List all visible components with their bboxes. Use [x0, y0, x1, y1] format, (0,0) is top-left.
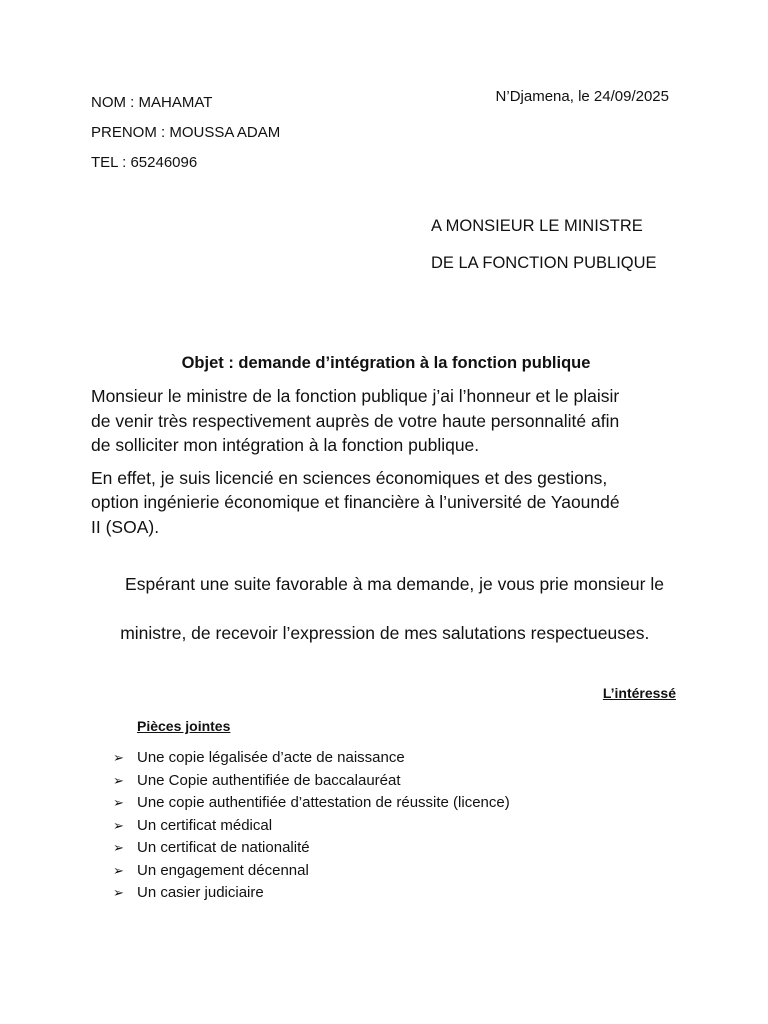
body-line: II (SOA). [91, 516, 160, 537]
attachment-label: Une copie authentifiée d’attestation de réussite (licence) [137, 794, 510, 811]
attachments-list [113, 747, 510, 905]
attachment-label: Un casier judiciaire [137, 884, 264, 901]
body-line: En effet, je suis licencié en sciences économiques et des gestions, [91, 467, 608, 488]
arrow-bullet-icon: ➢ [113, 817, 124, 833]
arrow-bullet-icon: ➢ [113, 772, 124, 788]
arrow-bullet-icon: ➢ [113, 862, 124, 878]
arrow-bullet-icon: ➢ [113, 795, 124, 810]
list-item [113, 792, 510, 815]
body-line: de solliciter mon intégration à la fonction publique. [91, 435, 480, 455]
body-line: Monsieur le ministre de la fonction publique j’ai l’honneur et le plaisir [91, 386, 620, 406]
place-date: N’Djamena, le 24/09/2025 [495, 88, 669, 105]
sender-firstname: PRENOM : MOUSSA ADAM [91, 124, 281, 141]
arrow-bullet-icon: ➢ [113, 750, 124, 765]
list-item [113, 815, 510, 838]
attachment-label: Une copie légalisée d’acte de naissance [137, 749, 405, 766]
attachment-label: Un certificat de nationalité [137, 839, 310, 856]
list-item [113, 882, 510, 905]
body-line: ministre, de recevoir l’expression de mes salutations respectueuses. [120, 622, 650, 643]
attachment-label: Une Copie authentifiée de baccalauréat [137, 771, 401, 789]
list-item [113, 860, 510, 883]
body-line: option ingénierie économique et financière à l’université de Yaoundé [91, 492, 620, 512]
recipient-block [431, 208, 657, 282]
subject-line: Objet : demande d’intégration à la fonction publique [181, 354, 591, 372]
list-item [113, 747, 510, 770]
list-item [113, 837, 510, 860]
attachments-title: Pièces jointes [137, 718, 231, 734]
sender-block [91, 88, 280, 178]
recipient-line-2: DE LA FONCTION PUBLIQUE [431, 254, 657, 272]
body-paragraph-3 [91, 547, 691, 670]
attachment-label: Un certificat médical [137, 816, 273, 834]
body-line: de venir très respectivement auprès de votre haute personnalité afin [91, 410, 620, 431]
attachment-label: Un engagement décennal [137, 861, 309, 879]
list-item [113, 770, 510, 793]
body-line: Espérant une suite favorable à ma demande, je vous prie monsieur le [120, 573, 664, 594]
arrow-bullet-icon: ➢ [113, 885, 124, 900]
letter-body [91, 384, 691, 678]
recipient-line-1: A MONSIEUR LE MINISTRE [431, 217, 643, 235]
signature-label: L’intéressé [602, 685, 676, 701]
arrow-bullet-icon: ➢ [113, 840, 124, 855]
sender-phone: TEL : 65246096 [91, 154, 198, 171]
body-paragraph-1 [91, 384, 691, 458]
body-paragraph-2 [91, 466, 691, 540]
sender-name: NOM : MAHAMAT [91, 94, 213, 111]
